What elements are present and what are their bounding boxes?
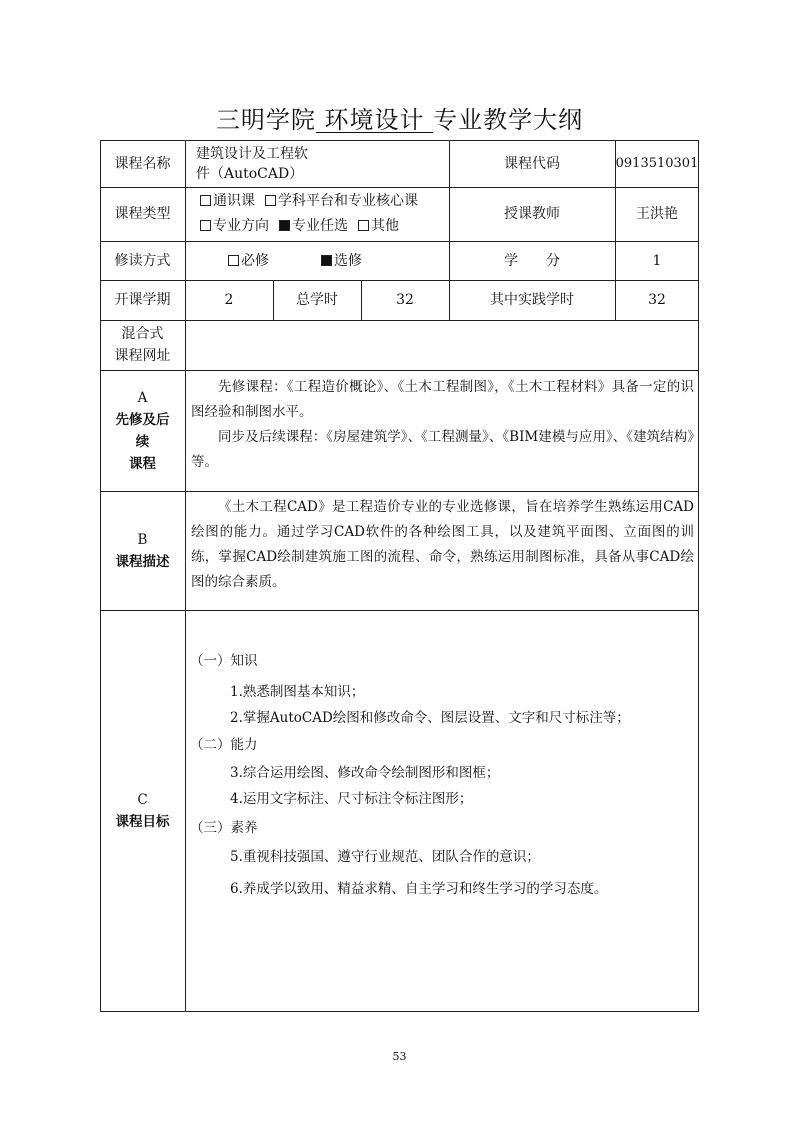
option-other[interactable]: 其他 <box>358 218 399 234</box>
checkbox-icon <box>200 195 211 206</box>
section-letter: A <box>137 389 148 406</box>
option-core-course[interactable]: 学科平台和专业核心课 <box>265 193 418 209</box>
section-label-line: 课程描述 <box>115 553 170 570</box>
section-b-content <box>191 495 694 595</box>
col-divider <box>185 140 186 1012</box>
goal-heading-knowledge: （一）知识 <box>190 653 258 669</box>
checkbox-checked-icon <box>279 220 290 231</box>
course-type-label: 课程类型 <box>114 206 171 222</box>
total-hours-value: 32 <box>396 292 414 308</box>
page-title <box>0 100 799 135</box>
title-suffix: 专业教学大纲 <box>433 106 584 134</box>
semester-value: 2 <box>224 292 234 308</box>
course-type-line <box>200 189 428 214</box>
section-b-label <box>100 491 185 610</box>
checkbox-icon <box>200 220 211 231</box>
teacher-value: 王洪艳 <box>636 206 678 222</box>
option-general-course[interactable]: 通识课 <box>200 193 255 209</box>
goal-item: 4.运用文字标注、尺寸标注令标注图形； <box>230 791 473 807</box>
row-divider <box>100 370 699 371</box>
course-type-line <box>200 214 409 239</box>
course-type-options <box>200 189 448 239</box>
goal-item: 2.掌握AutoCAD绘图和修改命令、图层设置、文字和尺寸标注等； <box>230 710 630 726</box>
followup-paragraph: 同步及后续课程：《房屋建筑学》、《工程测量》、《BIM建模与应用》、《建筑结构》等。 <box>191 429 694 470</box>
hybrid-course-label <box>100 320 185 370</box>
goal-heading-ability: （二）能力 <box>190 737 258 753</box>
checkbox-icon <box>228 255 239 266</box>
teacher-label: 授课教师 <box>504 206 560 222</box>
section-a-label <box>100 370 185 491</box>
credit-value: 1 <box>652 252 662 269</box>
goal-item: 1.熟悉制图基本知识； <box>230 684 365 700</box>
credit-label: 学 分 <box>504 252 560 269</box>
practice-hours-label: 其中实践学时 <box>490 292 574 308</box>
school-name: 三明学院 <box>215 106 316 134</box>
course-code-label: 课程代码 <box>504 155 560 172</box>
major-name: 环境设计 <box>324 106 425 134</box>
course-name-label: 课程名称 <box>114 155 171 172</box>
total-hours-label: 总学时 <box>296 292 338 308</box>
section-label-line: 课程 <box>129 455 156 472</box>
section-c-label <box>100 610 185 1012</box>
study-mode-options <box>228 241 448 280</box>
section-label-line: 课程目标 <box>115 814 170 830</box>
option-elective[interactable]: 选修 <box>321 250 362 272</box>
row-divider <box>100 610 699 611</box>
hybrid-label-line: 混合式 <box>121 326 164 342</box>
prerequisite-paragraph: 先修课程：《工程造价概论》、《土木工程制图》，《土木工程材料》具备一定的识图经验和制图水平。 <box>191 379 694 420</box>
goal-item: 5.重视科技强国、遵守行业规范、团队合作的意识； <box>230 849 540 865</box>
course-description-paragraph: 《土木工程CAD》是工程造价专业的专业选修课，旨在培养学生熟练运用CAD绘图的能力。通过学习CAD软件的各种绘图工具，以及建筑平面图、立面图的训练，掌握CAD绘制建筑施工图的流程、命令，熟练运用制图标准，具备从事CAD绘图的综合素质。 <box>191 499 694 590</box>
section-letter: B <box>137 531 148 548</box>
study-mode-label: 修读方式 <box>114 252 171 269</box>
goal-heading-quality: （三）素养 <box>190 820 258 836</box>
goal-item: 3.综合运用绘图、修改命令绘制图形和图框； <box>230 765 500 781</box>
goal-item: 6.养成学以致用、精益求精、自主学习和终生学习的学习态度。 <box>230 881 608 897</box>
section-letter: C <box>137 792 148 808</box>
section-a-content <box>191 375 694 475</box>
semester-label: 开课学期 <box>114 292 171 308</box>
course-code-value: 0913510301 <box>615 155 699 171</box>
page-number: 53 <box>392 1050 407 1063</box>
checkbox-checked-icon <box>321 255 332 266</box>
row-divider <box>100 491 699 492</box>
practice-hours-value: 32 <box>648 292 666 308</box>
option-specialty-elective[interactable]: 专业任选 <box>279 218 348 234</box>
section-label-line: 续 <box>135 433 150 450</box>
option-compulsory[interactable]: 必修 <box>228 250 269 272</box>
checkbox-icon <box>358 220 369 231</box>
checkbox-icon <box>265 195 276 206</box>
hybrid-course-url <box>190 320 695 370</box>
section-label-line: 先修及后 <box>115 411 170 428</box>
option-specialty-direction[interactable]: 专业方向 <box>200 218 269 234</box>
course-name-value: 建筑设计及工程软件（AutoCAD） <box>196 145 308 182</box>
hybrid-label-line: 课程网址 <box>114 348 171 364</box>
